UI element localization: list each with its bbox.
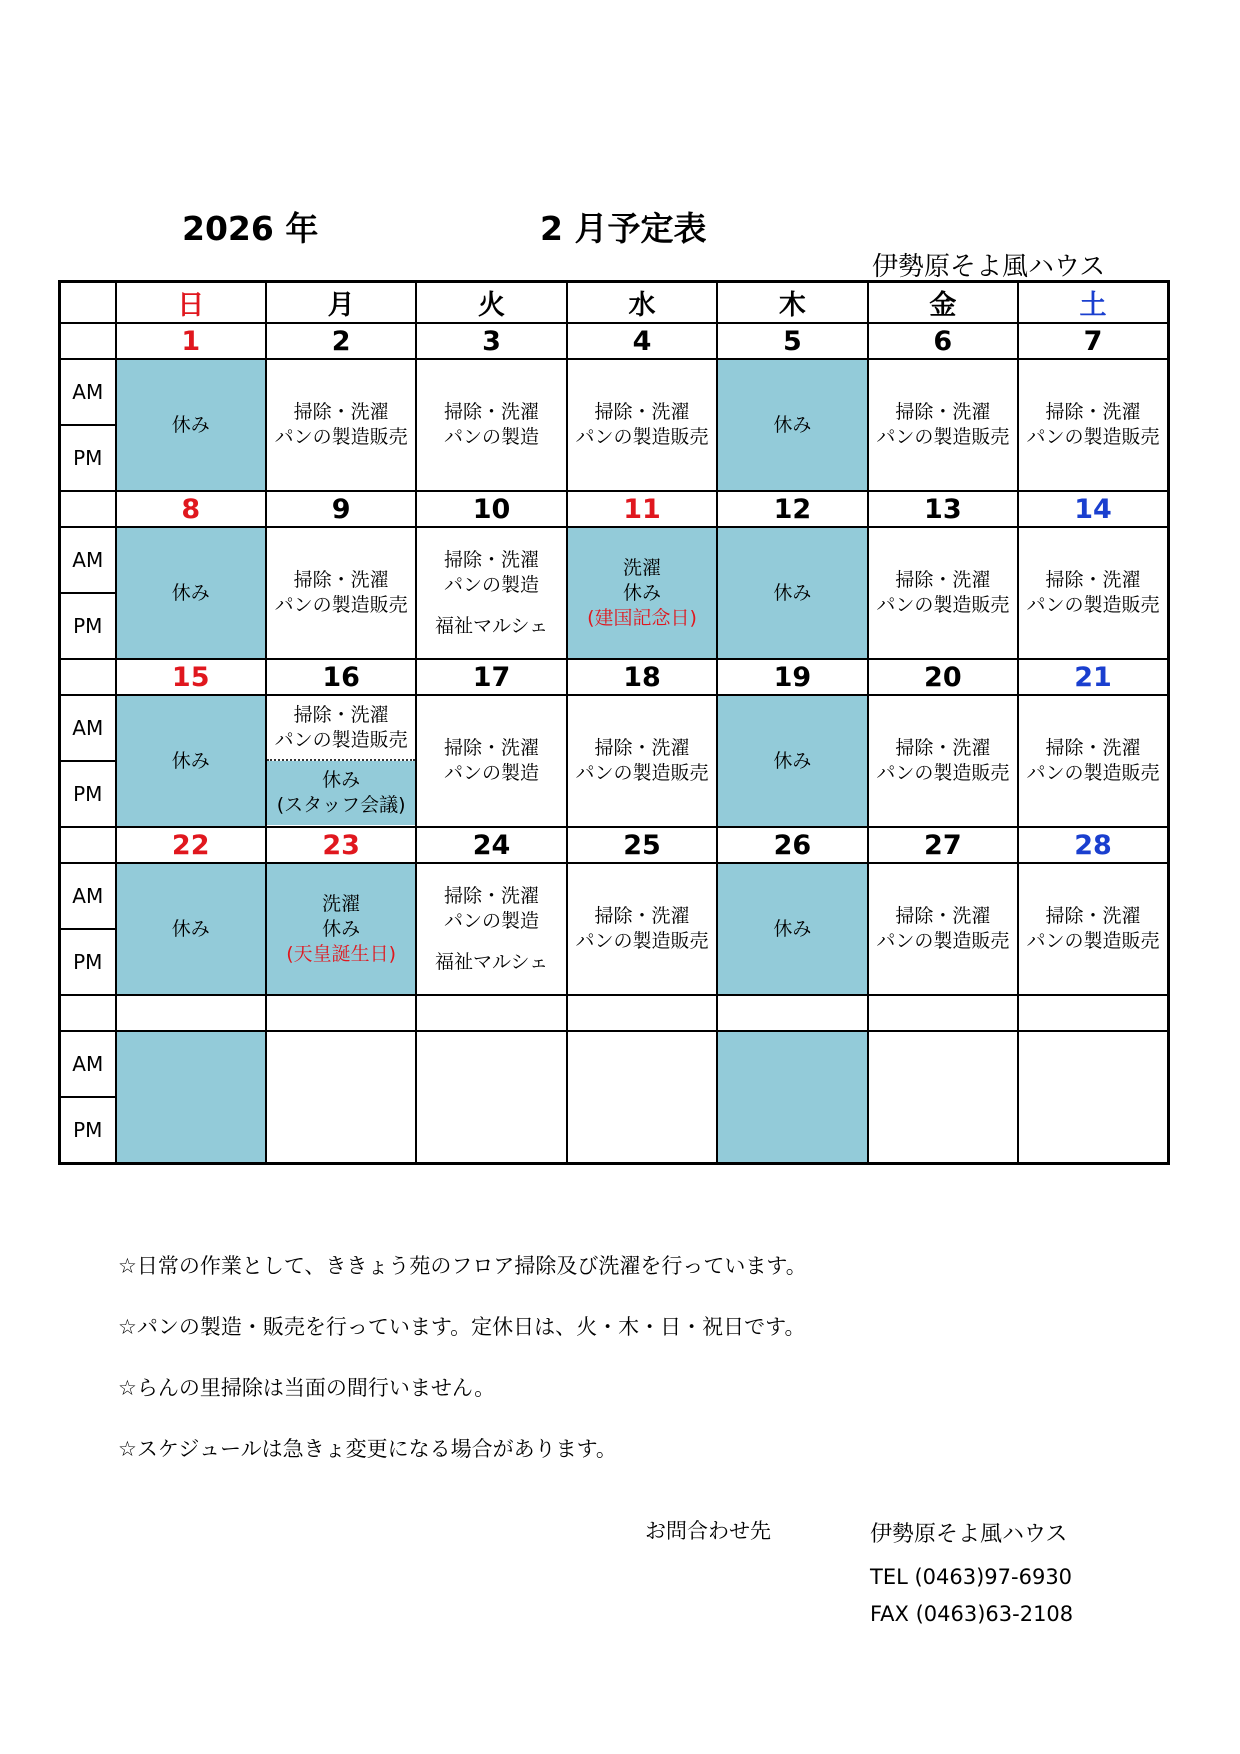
date-cell: 19 [717, 659, 867, 695]
schedule-cell [266, 863, 416, 995]
schedule-cell [116, 359, 266, 491]
task-bread-sale: パンの製造販売 [1026, 426, 1160, 448]
schedule-cell [717, 1031, 867, 1164]
task-bread-sale: パンの製造販売 [274, 594, 408, 616]
schedule-cell [266, 1031, 416, 1164]
organization-name: 伊勢原そよ風ハウス [872, 252, 1106, 282]
schedule-cell [266, 695, 416, 827]
schedule-cell [116, 527, 266, 659]
schedule-cell [416, 359, 566, 491]
rest-text: 休み [171, 749, 210, 772]
task-bread-sale: パンの製造販売 [1026, 762, 1160, 784]
weekday-header-row [60, 282, 1169, 324]
date-cell: 15 [116, 659, 266, 695]
week-4-dates [60, 827, 1169, 863]
date-cell: 22 [116, 827, 266, 863]
date-cell: 21 [1018, 659, 1168, 695]
date-cell: 1 [116, 323, 266, 359]
schedule-cell [567, 695, 717, 827]
date-cell: 27 [868, 827, 1018, 863]
calendar-title: 2 月予定表 [540, 209, 707, 248]
task-bread-sale: パンの製造販売 [876, 594, 1010, 616]
schedule-cell [266, 359, 416, 491]
pm-label: PM [60, 593, 116, 659]
pm-label: PM [60, 761, 116, 827]
task-marche: 福祉マルシェ [434, 614, 549, 637]
task-clean: 掃除・洗濯 [594, 401, 690, 423]
date-cell: 7 [1018, 323, 1168, 359]
task-clean: 掃除・洗濯 [895, 569, 991, 591]
note-item: ☆パンの製造・販売を行っています。定休日は、火・木・日・祝日です。 [118, 1315, 806, 1339]
schedule-cell [717, 863, 867, 995]
schedule-cell [868, 695, 1018, 827]
date-cell [416, 995, 566, 1031]
week-3-am [60, 695, 1169, 761]
date-cell: 23 [266, 827, 416, 863]
date-label-cell [60, 995, 116, 1031]
date-cell [1018, 995, 1168, 1031]
date-cell: 6 [868, 323, 1018, 359]
task-marche: 福祉マルシェ [434, 950, 549, 973]
weekday-thu: 木 [717, 282, 867, 324]
contact-name: 伊勢原そよ風ハウス [870, 1522, 1068, 1547]
schedule-cell [1018, 359, 1168, 491]
rest-text: 休み [171, 581, 210, 604]
task-bread-sale: パンの製造販売 [1026, 930, 1160, 952]
corner-cell [60, 282, 116, 324]
schedule-cell [567, 863, 717, 995]
task-clean: 掃除・洗濯 [293, 704, 389, 726]
holiday-note: (天皇誕生日) [286, 942, 397, 965]
schedule-cell [717, 695, 867, 827]
weekday-fri: 金 [868, 282, 1018, 324]
date-cell: 16 [266, 659, 416, 695]
date-cell: 18 [567, 659, 717, 695]
schedule-cell [116, 863, 266, 995]
week-2-am [60, 527, 1169, 593]
date-cell [567, 995, 717, 1031]
note-item: ☆日常の作業として、ききょう苑のフロア掃除及び洗濯を行っています。 [118, 1254, 807, 1278]
rest-text: 休み [773, 917, 812, 940]
date-cell: 12 [717, 491, 867, 527]
note-item: ☆スケジュールは急きょ変更になる場合があります。 [118, 1437, 617, 1461]
rest-text: 休み [773, 749, 812, 772]
date-cell: 3 [416, 323, 566, 359]
date-cell: 24 [416, 827, 566, 863]
task-clean: 掃除・洗濯 [293, 401, 389, 423]
task-bread-sale: パンの製造販売 [876, 930, 1010, 952]
task-bread-sale: パンの製造販売 [575, 762, 709, 784]
task-clean: 掃除・洗濯 [895, 737, 991, 759]
task-clean: 掃除・洗濯 [1045, 569, 1141, 591]
schedule-cell [1018, 527, 1168, 659]
task-bread-sale: パンの製造販売 [274, 729, 408, 751]
date-cell: 5 [717, 323, 867, 359]
date-label-cell [60, 491, 116, 527]
task-clean: 掃除・洗濯 [1045, 737, 1141, 759]
weekday-sat: 土 [1018, 282, 1168, 324]
schedule-cell [416, 695, 566, 827]
date-cell: 17 [416, 659, 566, 695]
task-bread-sale: パンの製造販売 [274, 426, 408, 448]
schedule-cell [116, 695, 266, 827]
schedule-cell [116, 1031, 266, 1164]
date-cell: 9 [266, 491, 416, 527]
task-bread-sale: パンの製造販売 [876, 426, 1010, 448]
date-cell: 4 [567, 323, 717, 359]
schedule-cell [868, 863, 1018, 995]
pm-half [267, 761, 415, 825]
pm-label: PM [60, 1097, 116, 1164]
date-cell: 28 [1018, 827, 1168, 863]
task-laundry: 洗濯 [322, 892, 361, 915]
date-cell: 13 [868, 491, 1018, 527]
weekday-wed: 水 [567, 282, 717, 324]
note-item: ☆らんの里掃除は当面の間行いません。 [118, 1376, 496, 1400]
schedule-cell [868, 1031, 1018, 1164]
schedule-cell [868, 359, 1018, 491]
am-label: AM [60, 359, 116, 425]
notes-section [118, 1250, 807, 1494]
task-clean: 掃除・洗濯 [895, 401, 991, 423]
task-clean: 掃除・洗濯 [895, 905, 991, 927]
am-label: AM [60, 527, 116, 593]
rest-text: 休み [171, 413, 210, 436]
holiday-note: (建国記念日) [587, 606, 697, 629]
task-clean: 掃除・洗濯 [444, 548, 540, 571]
task-bread: パンの製造 [444, 426, 540, 448]
contact-label: お問合わせ先 [645, 1519, 771, 1543]
date-cell: 25 [567, 827, 717, 863]
task-laundry: 洗濯 [622, 556, 661, 579]
schedule-cell [266, 527, 416, 659]
task-bread: パンの製造 [444, 573, 540, 596]
task-clean: 掃除・洗濯 [444, 737, 540, 759]
am-half [267, 697, 415, 761]
date-label-cell [60, 659, 116, 695]
pm-label: PM [60, 425, 116, 491]
date-cell: 20 [868, 659, 1018, 695]
schedule-cell [416, 527, 566, 659]
date-cell [868, 995, 1018, 1031]
rest-text: 休み [773, 413, 812, 436]
week-5-am [60, 1031, 1169, 1097]
staff-meeting-note: (スタッフ会議) [276, 794, 406, 816]
date-cell: 26 [717, 827, 867, 863]
task-clean: 掃除・洗濯 [444, 401, 540, 423]
schedule-cell [567, 1031, 717, 1164]
pm-label: PM [60, 929, 116, 995]
task-bread: パンの製造 [444, 909, 540, 932]
rest-text: 休み [322, 917, 361, 940]
schedule-cell [567, 527, 717, 659]
task-clean: 掃除・洗濯 [293, 569, 389, 591]
task-clean: 掃除・洗濯 [444, 884, 540, 907]
schedule-cell [416, 1031, 566, 1164]
task-clean: 掃除・洗濯 [594, 905, 690, 927]
rest-text: 休み [322, 769, 361, 791]
task-clean: 掃除・洗濯 [594, 737, 690, 759]
contact-fax: FAX (0463)63-2108 [870, 1602, 1074, 1626]
rest-text: 休み [171, 917, 210, 940]
task-clean: 掃除・洗濯 [1045, 401, 1141, 423]
weekday-mon: 月 [266, 282, 416, 324]
rest-text: 休み [622, 581, 661, 604]
contact-tel: TEL (0463)97-6930 [870, 1565, 1073, 1589]
schedule-cell [717, 359, 867, 491]
week-4-am [60, 863, 1169, 929]
date-cell: 8 [116, 491, 266, 527]
am-label: AM [60, 1031, 116, 1097]
calendar-year: 2026 年 [182, 209, 319, 248]
schedule-cell [567, 359, 717, 491]
date-cell: 10 [416, 491, 566, 527]
week-2-dates [60, 491, 1169, 527]
date-cell [717, 995, 867, 1031]
task-bread-sale: パンの製造販売 [876, 762, 1010, 784]
date-label-cell [60, 827, 116, 863]
task-bread: パンの製造 [444, 762, 540, 784]
task-bread-sale: パンの製造販売 [1026, 594, 1160, 616]
schedule-cell [1018, 1031, 1168, 1164]
date-cell [266, 995, 416, 1031]
task-bread-sale: パンの製造販売 [575, 930, 709, 952]
am-label: AM [60, 695, 116, 761]
task-clean: 掃除・洗濯 [1045, 905, 1141, 927]
date-cell: 14 [1018, 491, 1168, 527]
date-label-cell [60, 323, 116, 359]
am-label: AM [60, 863, 116, 929]
weekday-tue: 火 [416, 282, 566, 324]
week-1-dates [60, 323, 1169, 359]
schedule-cell [416, 863, 566, 995]
week-1-am [60, 359, 1169, 425]
weekday-sun: 日 [116, 282, 266, 324]
schedule-cell [717, 527, 867, 659]
task-bread-sale: パンの製造販売 [575, 426, 709, 448]
week-3-dates [60, 659, 1169, 695]
rest-text: 休み [773, 581, 812, 604]
date-cell: 11 [567, 491, 717, 527]
date-cell: 2 [266, 323, 416, 359]
schedule-calendar [58, 280, 1170, 1165]
week-5-dates [60, 995, 1169, 1031]
schedule-cell [1018, 863, 1168, 995]
schedule-cell [868, 527, 1018, 659]
date-cell [116, 995, 266, 1031]
schedule-cell [1018, 695, 1168, 827]
